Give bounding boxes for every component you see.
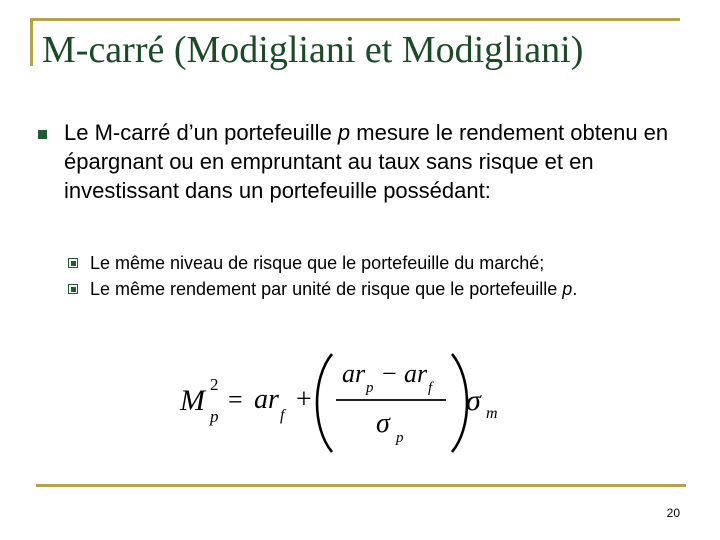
checkbox-bullet-icon [68, 284, 78, 294]
formula-equals: = [228, 385, 243, 414]
formula-sigma-p: σ [376, 408, 390, 439]
square-bullet-icon [38, 130, 47, 139]
formula-subscript-m: m [486, 405, 498, 422]
left-parenthesis [317, 354, 332, 452]
sub-item-text: Le même rendement par unité de risque que le portefeuille [90, 279, 563, 299]
formula-plus: + [296, 384, 312, 415]
paragraph-text-2: mesure le rendement obtenu en épargnant ou en empruntant au taux sans risque et en investissant dans un portefeuille possédant: [64, 120, 669, 203]
paragraph-variable: p [337, 120, 351, 145]
formula-subscript-p2: p [366, 380, 374, 396]
title-frame-top [30, 18, 680, 21]
main-paragraph [64, 118, 684, 205]
formula-subscript-p3: p [396, 430, 404, 446]
formula-subscript-f2: f [428, 380, 433, 396]
checkbox-bullet-icon [68, 258, 78, 268]
slide-title: M-carré (Modigliani et Modigliani) [42, 29, 584, 71]
sub-item-variable: p [562, 279, 573, 299]
formula-subscript-f: f [280, 407, 285, 424]
m-squared-formula [170, 348, 510, 458]
formula-M: M [180, 384, 205, 417]
formula-ar-f: ar [404, 359, 428, 388]
page-number: 20 [666, 506, 680, 520]
paragraph-text-1: Le M-carré d’un portefeuille [64, 120, 338, 145]
formula-ar-p: ar [342, 359, 366, 388]
formula-sigma-m: σ [466, 384, 481, 417]
right-parenthesis [452, 354, 467, 452]
formula-ar: ar [254, 384, 279, 415]
formula-subscript-p: p [210, 407, 219, 426]
sub-bullet-list [68, 250, 688, 302]
sub-bullet-item [68, 250, 688, 276]
sub-item-text: Le même niveau de risque que le portefeuille du marché; [90, 253, 545, 273]
title-frame-left [30, 18, 33, 66]
sub-bullet-item [68, 276, 688, 302]
footer-rule [36, 484, 686, 487]
formula-minus: − [382, 359, 397, 388]
formula-superscript-2: 2 [210, 375, 219, 394]
sub-item-suffix: . [572, 279, 578, 299]
